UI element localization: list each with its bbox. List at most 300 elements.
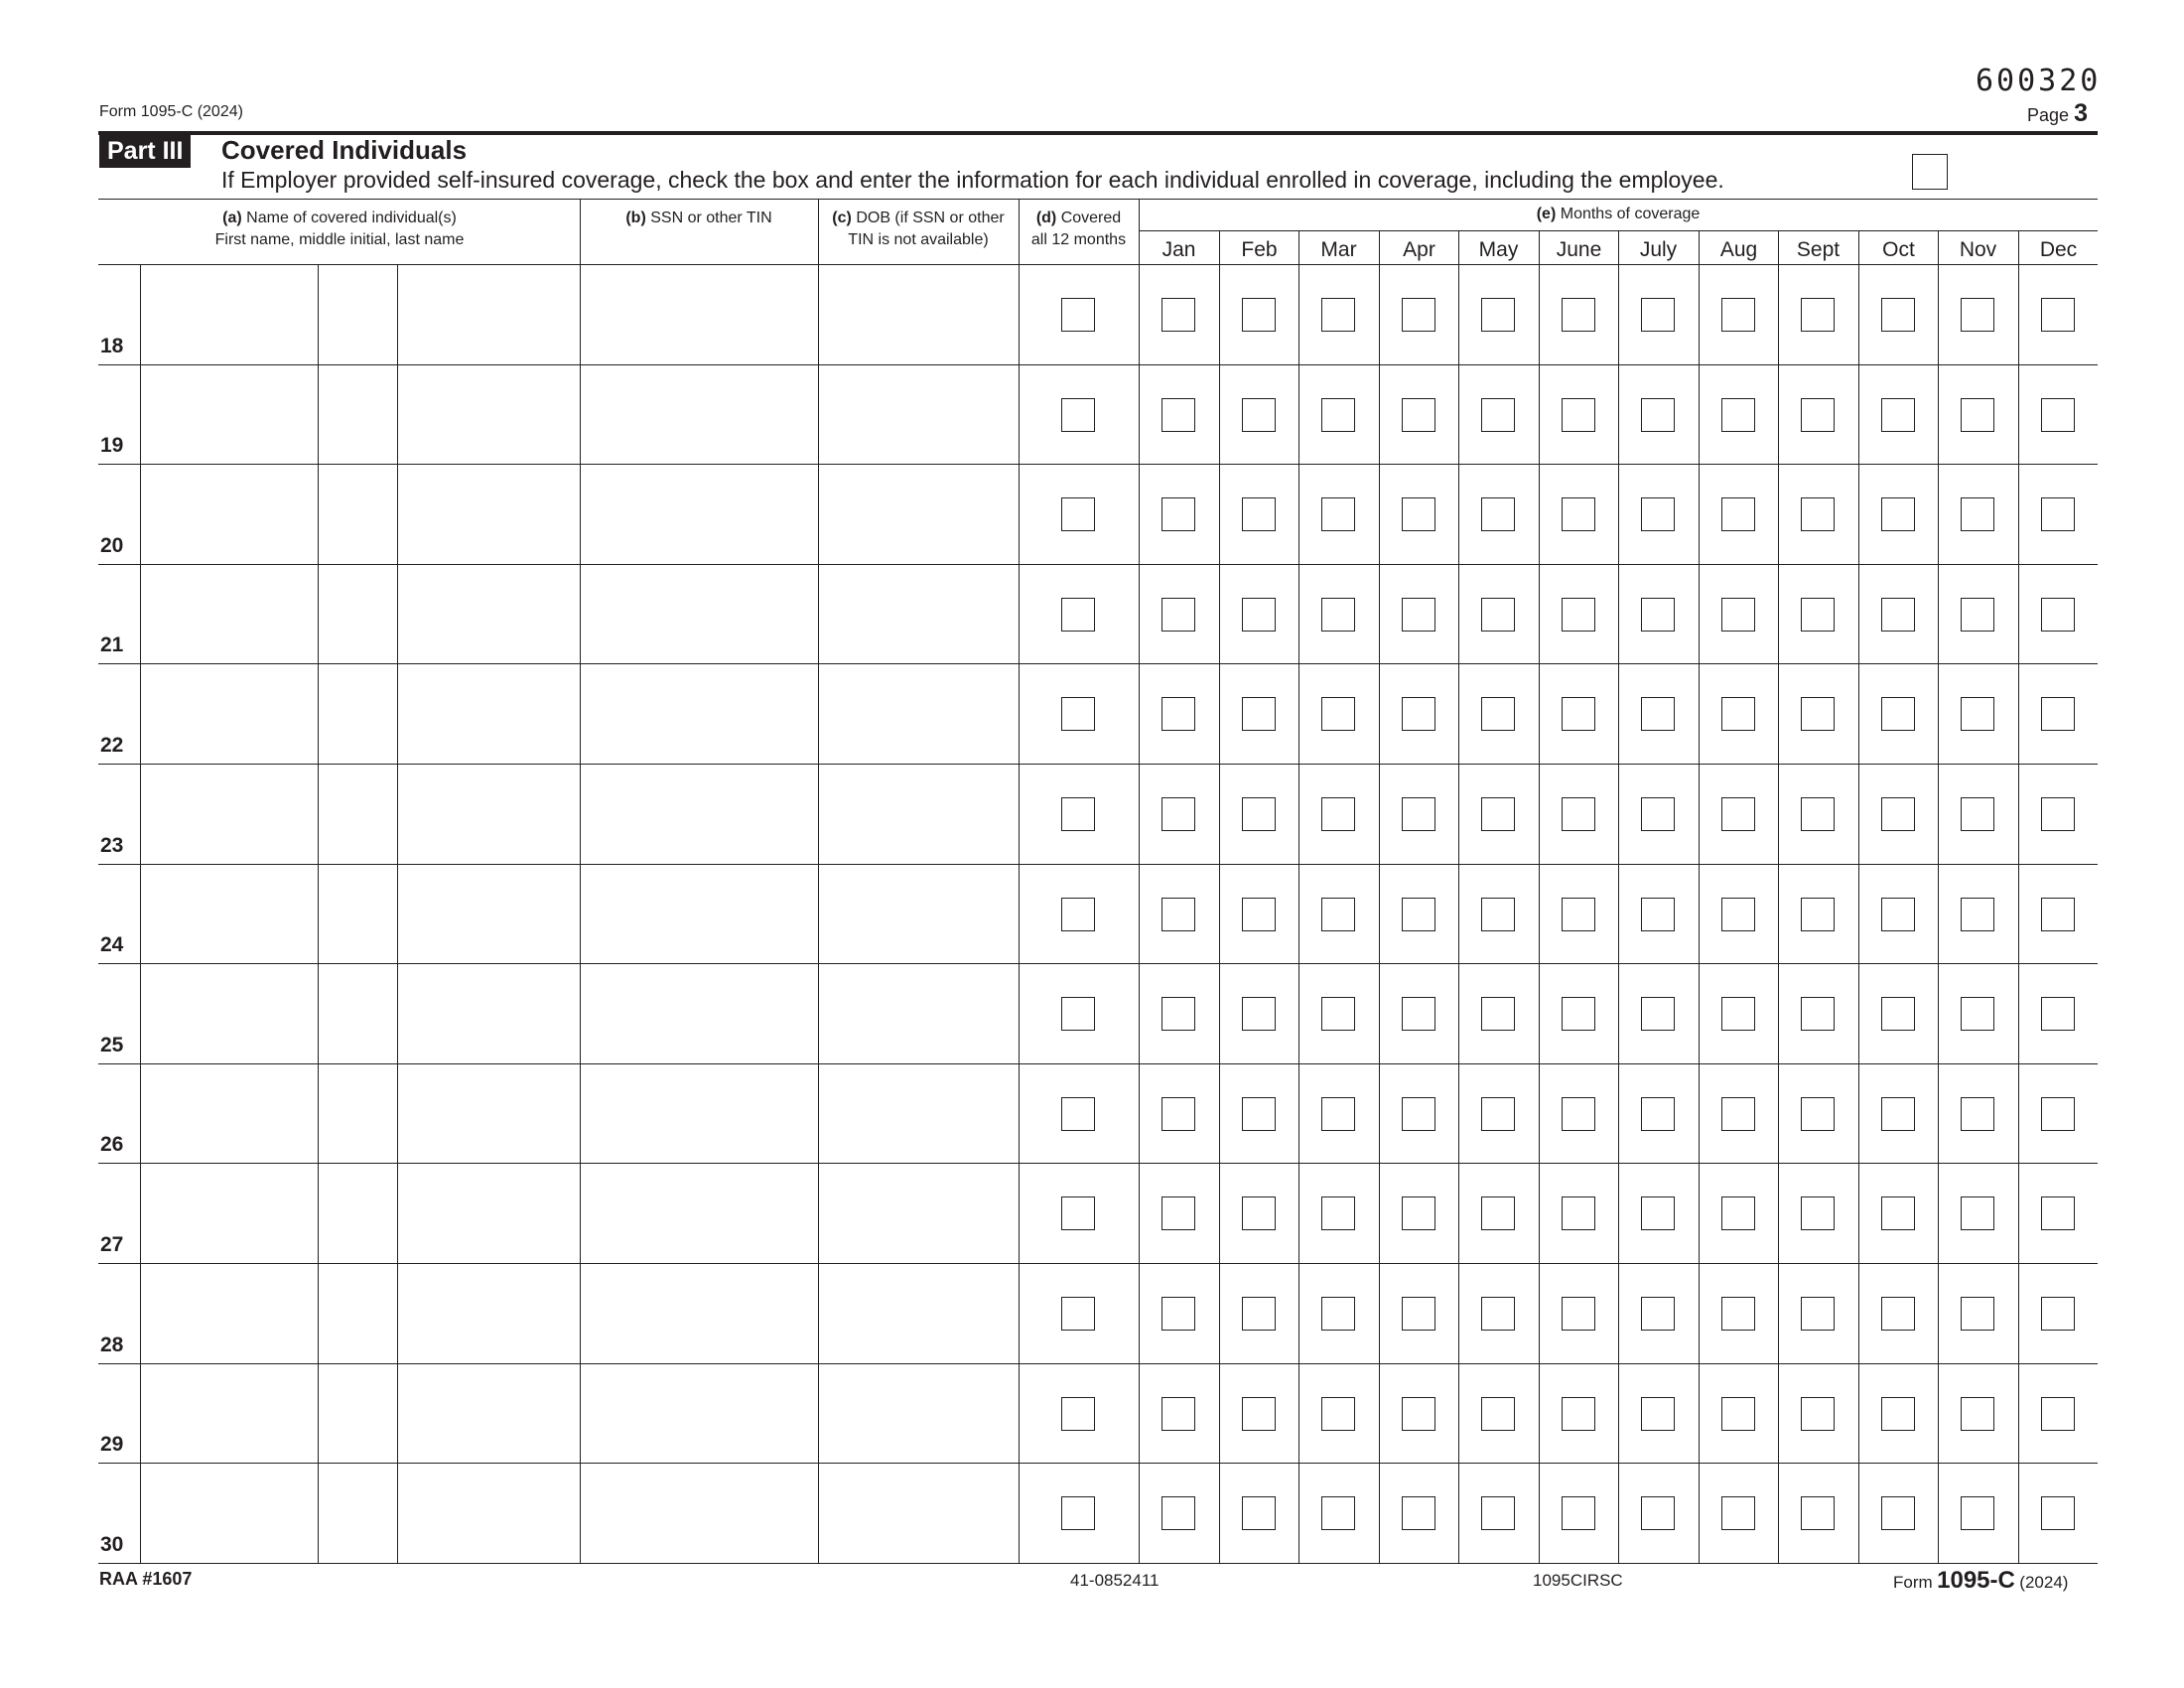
- month-header-jan: Jan: [1161, 238, 1196, 261]
- month-checkbox-june[interactable]: [1562, 1297, 1595, 1331]
- middle-initial-field[interactable]: [320, 1165, 395, 1261]
- body-col-divider: [140, 264, 141, 1563]
- month-checkbox-dec[interactable]: [2041, 697, 2075, 731]
- covered-all-12-months-checkbox[interactable]: [1061, 1196, 1095, 1230]
- body-col-divider: [397, 264, 398, 1563]
- month-checkbox-nov[interactable]: [1961, 1297, 1994, 1331]
- month-checkbox-may[interactable]: [1481, 898, 1515, 931]
- month-checkbox-may[interactable]: [1481, 697, 1515, 731]
- first-name-field[interactable]: [142, 665, 316, 762]
- month-checkbox-mar[interactable]: [1321, 398, 1355, 432]
- month-checkbox-may[interactable]: [1481, 497, 1515, 531]
- month-checkbox-dec[interactable]: [2041, 398, 2075, 432]
- month-checkbox-july[interactable]: [1641, 898, 1675, 931]
- last-name-field[interactable]: [399, 766, 578, 862]
- dob-field[interactable]: [820, 466, 1017, 562]
- month-checkbox-feb[interactable]: [1242, 697, 1276, 731]
- col-d-line2: all 12 months: [1030, 231, 1127, 248]
- month-checkbox-july[interactable]: [1641, 298, 1675, 332]
- month-checkbox-mar[interactable]: [1321, 1397, 1355, 1431]
- month-checkbox-aug[interactable]: [1721, 697, 1755, 731]
- month-checkbox-dec[interactable]: [2041, 1297, 2075, 1331]
- month-checkbox-nov[interactable]: [1961, 598, 1994, 632]
- ssn-field[interactable]: [582, 566, 816, 662]
- month-checkbox-may[interactable]: [1481, 598, 1515, 632]
- month-checkbox-jan[interactable]: [1161, 997, 1195, 1031]
- month-checkbox-july[interactable]: [1641, 797, 1675, 831]
- month-checkbox-aug[interactable]: [1721, 598, 1755, 632]
- month-checkbox-mar[interactable]: [1321, 1097, 1355, 1131]
- month-checkbox-jan[interactable]: [1161, 598, 1195, 632]
- first-name-field[interactable]: [142, 266, 316, 362]
- ocr-code: 600320: [1976, 64, 2102, 98]
- month-checkbox-sept[interactable]: [1801, 898, 1835, 931]
- dob-field[interactable]: [820, 1065, 1017, 1162]
- last-name-field[interactable]: [399, 366, 578, 463]
- middle-initial-field[interactable]: [320, 766, 395, 862]
- ssn-field[interactable]: [582, 1465, 816, 1561]
- month-checkbox-apr[interactable]: [1402, 298, 1435, 332]
- row-bottom-rule: [98, 1163, 2098, 1164]
- month-checkbox-june[interactable]: [1562, 398, 1595, 432]
- month-checkbox-feb[interactable]: [1242, 398, 1276, 432]
- col-e-header: [1139, 204, 2098, 225]
- row-number: 29: [100, 1433, 124, 1456]
- month-checkbox-sept[interactable]: [1801, 1297, 1835, 1331]
- middle-initial-field[interactable]: [320, 965, 395, 1061]
- month-checkbox-feb[interactable]: [1242, 797, 1276, 831]
- month-checkbox-feb[interactable]: [1242, 898, 1276, 931]
- covered-all-12-months-checkbox[interactable]: [1061, 898, 1095, 931]
- middle-initial-field[interactable]: [320, 1465, 395, 1561]
- month-checkbox-apr[interactable]: [1402, 997, 1435, 1031]
- month-checkbox-oct[interactable]: [1881, 398, 1915, 432]
- month-header-nov: Nov: [1959, 238, 1997, 261]
- first-name-field[interactable]: [142, 566, 316, 662]
- month-checkbox-june[interactable]: [1562, 1397, 1595, 1431]
- month-checkbox-mar[interactable]: [1321, 797, 1355, 831]
- month-checkbox-aug[interactable]: [1721, 1297, 1755, 1331]
- month-checkbox-sept[interactable]: [1801, 697, 1835, 731]
- month-checkbox-mar[interactable]: [1321, 697, 1355, 731]
- row-number: 22: [100, 734, 124, 757]
- month-checkbox-aug[interactable]: [1721, 398, 1755, 432]
- dob-field[interactable]: [820, 866, 1017, 962]
- month-checkbox-june[interactable]: [1562, 898, 1595, 931]
- footer-form-year: (2024): [2019, 1573, 2069, 1592]
- month-checkbox-sept[interactable]: [1801, 997, 1835, 1031]
- month-checkbox-nov[interactable]: [1961, 1397, 1994, 1431]
- month-checkbox-mar[interactable]: [1321, 497, 1355, 531]
- month-checkbox-oct[interactable]: [1881, 797, 1915, 831]
- month-checkbox-nov[interactable]: [1961, 497, 1994, 531]
- row-bottom-rule: [98, 1063, 2098, 1064]
- body-month-divider: [1219, 264, 1220, 1563]
- month-checkbox-may[interactable]: [1481, 398, 1515, 432]
- month-checkbox-feb[interactable]: [1242, 598, 1276, 632]
- month-checkbox-mar[interactable]: [1321, 898, 1355, 931]
- month-checkbox-mar[interactable]: [1321, 1496, 1355, 1530]
- month-checkbox-jan[interactable]: [1161, 398, 1195, 432]
- header-col-divider: [818, 199, 819, 264]
- month-checkbox-oct[interactable]: [1881, 1397, 1915, 1431]
- month-checkbox-sept[interactable]: [1801, 1097, 1835, 1131]
- body-month-divider: [1858, 264, 1859, 1563]
- part-instruction: If Employer provided self-insured coverage, check the box and enter the information for each individual enrolled in coverage, including the employee.: [221, 167, 1724, 193]
- row-number: 26: [100, 1133, 124, 1156]
- month-checkbox-apr[interactable]: [1402, 1496, 1435, 1530]
- month-checkbox-june[interactable]: [1562, 797, 1595, 831]
- month-checkbox-oct[interactable]: [1881, 898, 1915, 931]
- month-checkbox-nov[interactable]: [1961, 1196, 1994, 1230]
- last-name-field[interactable]: [399, 1165, 578, 1261]
- month-checkbox-may[interactable]: [1481, 1397, 1515, 1431]
- month-checkbox-aug[interactable]: [1721, 497, 1755, 531]
- month-header-aug: Aug: [1719, 238, 1758, 261]
- col-a-letter: (a): [222, 210, 242, 226]
- month-checkbox-may[interactable]: [1481, 298, 1515, 332]
- first-name-field[interactable]: [142, 1365, 316, 1462]
- dob-field[interactable]: [820, 1165, 1017, 1261]
- month-checkbox-feb[interactable]: [1242, 1496, 1276, 1530]
- month-checkbox-jan[interactable]: [1161, 898, 1195, 931]
- month-checkbox-may[interactable]: [1481, 797, 1515, 831]
- month-checkbox-apr[interactable]: [1402, 898, 1435, 931]
- month-checkbox-mar[interactable]: [1321, 598, 1355, 632]
- last-name-field[interactable]: [399, 866, 578, 962]
- header-col-divider: [1019, 199, 1020, 264]
- month-checkbox-apr[interactable]: [1402, 1297, 1435, 1331]
- month-checkbox-sept[interactable]: [1801, 1196, 1835, 1230]
- month-checkbox-aug[interactable]: [1721, 1196, 1755, 1230]
- first-name-field[interactable]: [142, 1065, 316, 1162]
- month-checkbox-dec[interactable]: [2041, 497, 2075, 531]
- first-name-field[interactable]: [142, 1165, 316, 1261]
- month-checkbox-may[interactable]: [1481, 1097, 1515, 1131]
- month-checkbox-sept[interactable]: [1801, 398, 1835, 432]
- middle-initial-field[interactable]: [320, 566, 395, 662]
- month-checkbox-jan[interactable]: [1161, 1196, 1195, 1230]
- first-name-field[interactable]: [142, 866, 316, 962]
- ssn-field[interactable]: [582, 1165, 816, 1261]
- ssn-field[interactable]: [582, 1265, 816, 1361]
- body-col-divider: [818, 264, 819, 1563]
- row-number: 19: [100, 434, 124, 457]
- ssn-field[interactable]: [582, 866, 816, 962]
- last-name-field[interactable]: [399, 466, 578, 562]
- month-header-june: June: [1556, 238, 1602, 261]
- month-checkbox-june[interactable]: [1562, 1097, 1595, 1131]
- month-checkbox-nov[interactable]: [1961, 1097, 1994, 1131]
- month-checkbox-apr[interactable]: [1402, 1097, 1435, 1131]
- dob-field[interactable]: [820, 766, 1017, 862]
- col-d-header: [1019, 208, 1139, 251]
- month-checkbox-nov[interactable]: [1961, 797, 1994, 831]
- month-checkbox-july[interactable]: [1641, 697, 1675, 731]
- month-checkbox-june[interactable]: [1562, 298, 1595, 332]
- month-checkbox-feb[interactable]: [1242, 1297, 1276, 1331]
- col-e-text: Months of coverage: [1560, 206, 1701, 222]
- month-checkbox-mar[interactable]: [1321, 997, 1355, 1031]
- month-checkbox-oct[interactable]: [1881, 1196, 1915, 1230]
- covered-all-12-months-checkbox[interactable]: [1061, 298, 1095, 332]
- ssn-field[interactable]: [582, 965, 816, 1061]
- body-col-divider: [1019, 264, 1020, 1563]
- ssn-field[interactable]: [582, 266, 816, 362]
- month-checkbox-oct[interactable]: [1881, 298, 1915, 332]
- footer-code: 1095CIRSC: [1533, 1571, 1623, 1590]
- body-month-divider: [2018, 264, 2019, 1563]
- middle-initial-field[interactable]: [320, 665, 395, 762]
- body-col-divider: [318, 264, 319, 1563]
- row-bottom-rule: [98, 564, 2098, 565]
- middle-initial-field[interactable]: [320, 1365, 395, 1462]
- month-checkbox-oct[interactable]: [1881, 697, 1915, 731]
- month-checkbox-aug[interactable]: [1721, 997, 1755, 1031]
- month-checkbox-feb[interactable]: [1242, 1097, 1276, 1131]
- month-header-mar: Mar: [1320, 238, 1357, 261]
- month-checkbox-feb[interactable]: [1242, 997, 1276, 1031]
- first-name-field[interactable]: [142, 766, 316, 862]
- covered-all-12-months-checkbox[interactable]: [1061, 1496, 1095, 1530]
- month-checkbox-sept[interactable]: [1801, 598, 1835, 632]
- dob-field[interactable]: [820, 1265, 1017, 1361]
- month-checkbox-aug[interactable]: [1721, 1097, 1755, 1131]
- month-checkbox-july[interactable]: [1641, 497, 1675, 531]
- last-name-field[interactable]: [399, 1365, 578, 1462]
- month-checkbox-june[interactable]: [1562, 497, 1595, 531]
- covered-all-12-months-checkbox[interactable]: [1061, 997, 1095, 1031]
- month-checkbox-sept[interactable]: [1801, 497, 1835, 531]
- month-checkbox-apr[interactable]: [1402, 598, 1435, 632]
- footer-ein: 41-0852411: [1070, 1571, 1160, 1590]
- dob-field[interactable]: [820, 665, 1017, 762]
- month-checkbox-aug[interactable]: [1721, 1496, 1755, 1530]
- covered-all-12-months-checkbox[interactable]: [1061, 697, 1095, 731]
- last-name-field[interactable]: [399, 665, 578, 762]
- covered-all-12-months-checkbox[interactable]: [1061, 398, 1095, 432]
- month-checkbox-feb[interactable]: [1242, 1196, 1276, 1230]
- month-checkbox-dec[interactable]: [2041, 598, 2075, 632]
- month-checkbox-may[interactable]: [1481, 1196, 1515, 1230]
- col-a-header: [99, 208, 580, 251]
- month-checkbox-apr[interactable]: [1402, 1196, 1435, 1230]
- month-checkbox-feb[interactable]: [1242, 497, 1276, 531]
- month-checkbox-oct[interactable]: [1881, 1297, 1915, 1331]
- row-number: 30: [100, 1533, 124, 1556]
- ssn-field[interactable]: [582, 1065, 816, 1162]
- month-checkbox-jan[interactable]: [1161, 1496, 1195, 1530]
- month-checkbox-july[interactable]: [1641, 398, 1675, 432]
- month-checkbox-july[interactable]: [1641, 1297, 1675, 1331]
- dob-field[interactable]: [820, 366, 1017, 463]
- month-checkbox-mar[interactable]: [1321, 1297, 1355, 1331]
- page-number: 3: [2074, 99, 2088, 127]
- footer-form-number: 1095-C: [1937, 1567, 2015, 1594]
- month-checkbox-july[interactable]: [1641, 1496, 1675, 1530]
- row-bottom-rule: [98, 963, 2098, 964]
- last-name-field[interactable]: [399, 965, 578, 1061]
- last-name-field[interactable]: [399, 1065, 578, 1162]
- col-d-line1: Covered: [1060, 210, 1122, 226]
- month-checkbox-jan[interactable]: [1161, 298, 1195, 332]
- middle-initial-field[interactable]: [320, 1265, 395, 1361]
- body-month-divider: [1539, 264, 1540, 1563]
- first-name-field[interactable]: [142, 965, 316, 1061]
- row-number: 24: [100, 933, 124, 956]
- month-header-dec: Dec: [2039, 238, 2078, 261]
- dob-field[interactable]: [820, 1365, 1017, 1462]
- month-checkbox-nov[interactable]: [1961, 298, 1994, 332]
- first-name-field[interactable]: [142, 1265, 316, 1361]
- row-bottom-rule: [98, 864, 2098, 865]
- ssn-field[interactable]: [582, 665, 816, 762]
- month-header-sept: Sept: [1796, 238, 1841, 261]
- month-checkbox-jan[interactable]: [1161, 1297, 1195, 1331]
- month-checkbox-jan[interactable]: [1161, 497, 1195, 531]
- month-checkbox-sept[interactable]: [1801, 1397, 1835, 1431]
- month-checkbox-july[interactable]: [1641, 1097, 1675, 1131]
- month-checkbox-dec[interactable]: [2041, 1196, 2075, 1230]
- last-name-field[interactable]: [399, 566, 578, 662]
- row-bottom-rule: [98, 663, 2098, 664]
- month-checkbox-apr[interactable]: [1402, 398, 1435, 432]
- month-checkbox-aug[interactable]: [1721, 797, 1755, 831]
- month-checkbox-june[interactable]: [1562, 1496, 1595, 1530]
- month-checkbox-july[interactable]: [1641, 598, 1675, 632]
- covered-all-12-months-checkbox[interactable]: [1061, 1097, 1095, 1131]
- middle-initial-field[interactable]: [320, 866, 395, 962]
- first-name-field[interactable]: [142, 366, 316, 463]
- month-checkbox-dec[interactable]: [2041, 797, 2075, 831]
- dob-field[interactable]: [820, 1465, 1017, 1561]
- middle-initial-field[interactable]: [320, 366, 395, 463]
- month-checkbox-june[interactable]: [1562, 997, 1595, 1031]
- month-checkbox-nov[interactable]: [1961, 1496, 1994, 1530]
- row-number: 28: [100, 1334, 124, 1356]
- month-checkbox-july[interactable]: [1641, 997, 1675, 1031]
- ssn-field[interactable]: [582, 1365, 816, 1462]
- covered-all-12-months-checkbox[interactable]: [1061, 797, 1095, 831]
- month-checkbox-nov[interactable]: [1961, 898, 1994, 931]
- month-checkbox-oct[interactable]: [1881, 497, 1915, 531]
- month-checkbox-mar[interactable]: [1321, 298, 1355, 332]
- month-checkbox-jan[interactable]: [1161, 797, 1195, 831]
- month-checkbox-dec[interactable]: [2041, 298, 2075, 332]
- month-checkbox-may[interactable]: [1481, 1297, 1515, 1331]
- col-c-line2: TIN is not available): [848, 231, 989, 248]
- month-checkbox-dec[interactable]: [2041, 1397, 2075, 1431]
- month-checkbox-nov[interactable]: [1961, 398, 1994, 432]
- month-checkbox-apr[interactable]: [1402, 1397, 1435, 1431]
- dob-field[interactable]: [820, 965, 1017, 1061]
- month-checkbox-june[interactable]: [1562, 1196, 1595, 1230]
- last-name-field[interactable]: [399, 1265, 578, 1361]
- month-checkbox-jan[interactable]: [1161, 1097, 1195, 1131]
- month-checkbox-aug[interactable]: [1721, 898, 1755, 931]
- body-month-divider: [1618, 264, 1619, 1563]
- month-checkbox-apr[interactable]: [1402, 797, 1435, 831]
- month-checkbox-aug[interactable]: [1721, 298, 1755, 332]
- row-bottom-rule: [98, 364, 2098, 365]
- body-col-divider: [580, 264, 581, 1563]
- month-checkbox-oct[interactable]: [1881, 1496, 1915, 1530]
- covered-all-12-months-checkbox[interactable]: [1061, 1397, 1095, 1431]
- month-checkbox-dec[interactable]: [2041, 1496, 2075, 1530]
- row-bottom-rule: [98, 1463, 2098, 1464]
- page-label: Page: [2027, 105, 2070, 125]
- month-checkbox-dec[interactable]: [2041, 997, 2075, 1031]
- body-month-divider: [1778, 264, 1779, 1563]
- month-checkbox-apr[interactable]: [1402, 497, 1435, 531]
- month-checkbox-oct[interactable]: [1881, 997, 1915, 1031]
- month-checkbox-july[interactable]: [1641, 1397, 1675, 1431]
- month-checkbox-oct[interactable]: [1881, 598, 1915, 632]
- middle-initial-field[interactable]: [320, 466, 395, 562]
- col-c-letter: (c): [832, 210, 852, 226]
- month-checkbox-feb[interactable]: [1242, 298, 1276, 332]
- month-checkbox-apr[interactable]: [1402, 697, 1435, 731]
- middle-initial-field[interactable]: [320, 266, 395, 362]
- month-checkbox-feb[interactable]: [1242, 1397, 1276, 1431]
- middle-initial-field[interactable]: [320, 1065, 395, 1162]
- month-checkbox-oct[interactable]: [1881, 1097, 1915, 1131]
- month-checkbox-dec[interactable]: [2041, 898, 2075, 931]
- covered-all-12-months-checkbox[interactable]: [1061, 598, 1095, 632]
- month-checkbox-mar[interactable]: [1321, 1196, 1355, 1230]
- header-col-divider: [580, 199, 581, 264]
- month-checkbox-june[interactable]: [1562, 598, 1595, 632]
- row-number: 18: [100, 335, 124, 357]
- row-bottom-rule: [98, 464, 2098, 465]
- month-checkbox-july[interactable]: [1641, 1196, 1675, 1230]
- col-c-line1: DOB (if SSN or other: [856, 210, 1005, 226]
- ssn-field[interactable]: [582, 366, 816, 463]
- month-checkbox-jan[interactable]: [1161, 697, 1195, 731]
- row-bottom-rule: [98, 1263, 2098, 1264]
- month-checkbox-aug[interactable]: [1721, 1397, 1755, 1431]
- last-name-field[interactable]: [399, 266, 578, 362]
- covered-all-12-months-checkbox[interactable]: [1061, 1297, 1095, 1331]
- dob-field[interactable]: [820, 566, 1017, 662]
- ssn-field[interactable]: [582, 766, 816, 862]
- month-checkbox-sept[interactable]: [1801, 797, 1835, 831]
- month-checkbox-june[interactable]: [1562, 697, 1595, 731]
- month-header-apr: Apr: [1403, 238, 1435, 261]
- ssn-field[interactable]: [582, 466, 816, 562]
- self-insured-checkbox[interactable]: [1912, 154, 1948, 190]
- month-checkbox-sept[interactable]: [1801, 1496, 1835, 1530]
- dob-field[interactable]: [820, 266, 1017, 362]
- part-label: Part III: [99, 134, 191, 168]
- month-checkbox-sept[interactable]: [1801, 298, 1835, 332]
- month-checkbox-jan[interactable]: [1161, 1397, 1195, 1431]
- month-checkbox-dec[interactable]: [2041, 1097, 2075, 1131]
- month-header-oct: Oct: [1882, 238, 1915, 261]
- month-checkbox-nov[interactable]: [1961, 997, 1994, 1031]
- month-checkbox-may[interactable]: [1481, 997, 1515, 1031]
- month-checkbox-nov[interactable]: [1961, 697, 1994, 731]
- row-number: 21: [100, 633, 124, 656]
- row-number: 25: [100, 1034, 124, 1056]
- covered-all-12-months-checkbox[interactable]: [1061, 497, 1095, 531]
- last-name-field[interactable]: [399, 1465, 578, 1561]
- first-name-field[interactable]: [142, 1465, 316, 1561]
- month-header-may: May: [1478, 238, 1519, 261]
- month-checkbox-may[interactable]: [1481, 1496, 1515, 1530]
- part-rule: [98, 199, 2098, 200]
- first-name-field[interactable]: [142, 466, 316, 562]
